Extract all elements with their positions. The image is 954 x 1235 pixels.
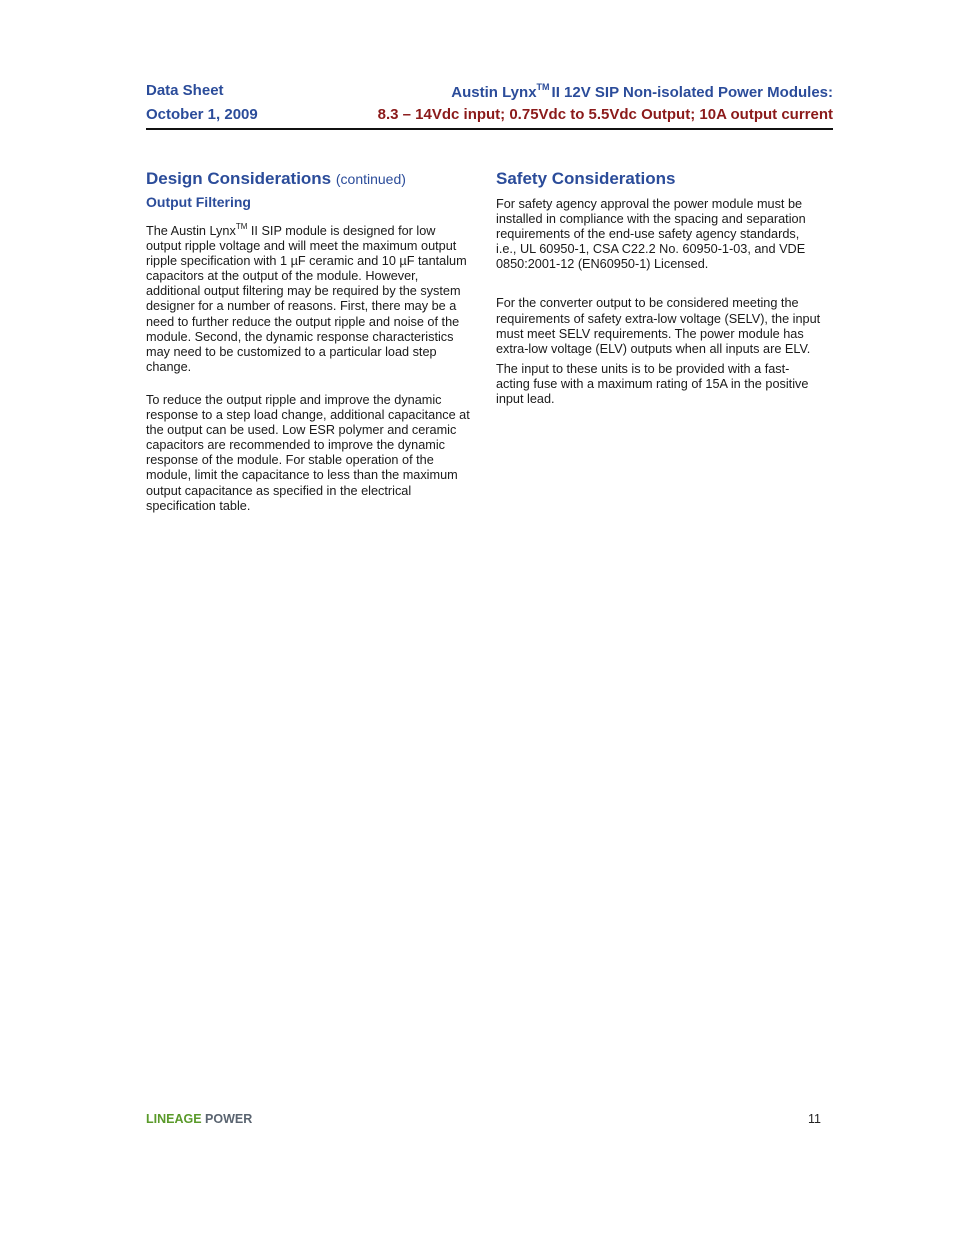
paragraph-output-filtering-1: The Austin Lynx™ II SIP module is designed for low output ripple voltage and will meet the maximum output ripple specification with 1 µF ceramic and 10 µF tantalum capacitors at the output of the module. However, additional output filtering may be required by the system designer for a number of reasons. First, there may be a need to further reduce the output ripple and noise of the module. Second, the dynamic response characteristics may need to be customized to a particular load step change. [146, 222, 467, 374]
product-title-rest: II 12V SIP Non-isolated Power Modules: [551, 84, 833, 101]
doc-type: Data Sheet [146, 82, 224, 99]
trademark-mark: TM [235, 222, 248, 231]
trademark-mark: TM [536, 82, 550, 92]
brand-power: POWER [201, 1112, 253, 1126]
product-title-name: Austin Lynx [451, 84, 537, 101]
paragraph-safety-1: For safety agency approval the power module must be installed in compliance with the spacing and separation requirements of the end-use safety agency standards, i.e., UL 60950-1, CSA C22.2 No. 60950-1-03, and VDE 0850:2001-12 (EN60950-1) Licensed. [496, 197, 806, 272]
section-title-design: Design Considerations (continued) [146, 169, 406, 188]
section-title-safety: Safety Considerations [496, 169, 676, 188]
paragraph-output-filtering-2: To reduce the output ripple and improve the dynamic response to a step load change, additional capacitance at the output can be used. Low ESR polymer and ceramic capacitors are recommended to improve the dynamic response of the module. For stable operation of the module, limit the capacitance to less than the maximum output capacitance as specified in the electrical specification table. [146, 392, 470, 513]
left-column [146, 168, 471, 514]
doc-date: October 1, 2009 [146, 106, 258, 123]
right-column [496, 168, 821, 407]
product-subtitle: 8.3 – 14Vdc input; 0.75Vdc to 5.5Vdc Output; 10A output current [377, 106, 833, 123]
subsection-title-output-filtering: Output Filtering [146, 194, 251, 210]
brand-lineage: LINEAGE [146, 1112, 202, 1126]
continued-label: (continued) [335, 171, 406, 187]
paragraph-safety-3: The input to these units is to be provided with a fast-acting fuse with a maximum rating of 15A in the positive input lead. [496, 361, 809, 407]
header-rule [146, 128, 833, 130]
page-number: 11 [808, 1112, 821, 1126]
footer-brand [146, 1112, 252, 1126]
product-title [451, 82, 833, 101]
paragraph-safety-2: For the converter output to be considered meeting the requirements of safety extra-low voltage (SELV), the input must meet SELV requirements. The power module has extra-low voltage (ELV) outputs when all inputs are ELV. [496, 296, 821, 356]
